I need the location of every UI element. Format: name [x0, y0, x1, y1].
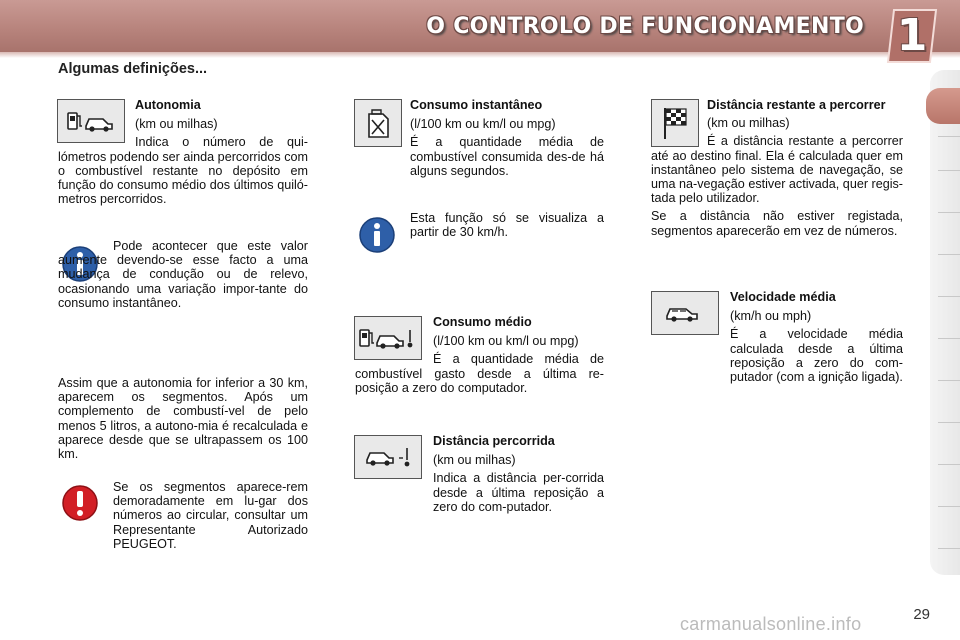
car-speed-icon	[663, 301, 707, 325]
header-band	[0, 0, 960, 52]
tab-divider	[938, 338, 960, 339]
note-autonomia-text: Pode acontecer que este valor aumente devendo-se esse facto a uma mudança de condução ou de relevo, ocasionando uma variação impor-tante do consumo instantâneo.	[58, 239, 308, 310]
header-shadow	[0, 52, 960, 58]
autonomia-text: Indica o número de qui-lómetros podendo ser ainda percorridos com o combustível restante no depósito em função do consumo médio dos últimos quiló-metros percorridos.	[58, 135, 308, 207]
consumo-medio-unit: (l/100 km ou km/l ou mpg)	[433, 334, 579, 349]
tab-divider	[938, 380, 960, 381]
distancia-percorrida-text: Indica a distância per-corrida desde a última reposição a zero do com-putador.	[433, 471, 604, 514]
chapter-badge	[886, 8, 938, 64]
distancia-restante-text-1: É a distância restante a percorrer até ao destino final. Ela é calculada quer em instantâneo pelo sistema de navegação, se uma na-vegação estiver activada, quer regis-tada pelo utilizador.	[651, 134, 904, 206]
distancia-percorrida-title: Distância percorrida	[433, 434, 555, 448]
distancia-restante-block	[651, 98, 903, 242]
tab-divider	[938, 296, 960, 297]
tab-divider	[938, 422, 960, 423]
tab-divider	[938, 136, 960, 137]
warning-block	[113, 480, 308, 555]
consumo-instantaneo-title: Consumo instantâneo	[410, 98, 543, 112]
note-consumo-text: Esta função só se visualiza a partir de 30 km/h.	[410, 211, 604, 240]
distancia-restante-unit: (km ou milhas)	[707, 116, 790, 131]
tab-divider	[938, 170, 960, 171]
distancia-percorrida-icon-box	[354, 435, 422, 479]
note-consumo	[410, 211, 604, 243]
consumo-medio-title: Consumo médio	[433, 315, 532, 329]
section-title: Algumas definições...	[58, 61, 208, 77]
warning-icon	[61, 484, 99, 522]
chapter-number: 1	[896, 10, 928, 61]
distancia-restante-title: Distância restante a percorrer	[707, 98, 886, 112]
autonomia-unit: (km ou milhas)	[135, 117, 218, 132]
info-icon	[358, 216, 396, 254]
segmentos-text-block	[58, 376, 308, 465]
note-autonomia	[58, 239, 308, 314]
velocidade-media-text: É a velocidade média calculada desde a última reposição a zero do com-putador (com a ignição ligada).	[730, 327, 903, 385]
consumo-medio-block	[355, 315, 604, 399]
velocidade-media-title: Velocidade média	[730, 290, 836, 304]
velocidade-media-icon-box	[651, 291, 719, 335]
segmentos-text: Assim que a autonomia for inferior a 30 km, aparecem os segmentos. Após um complemento de combustí-vel de pelo menos 5 litros, a autono-mia é recalculada e aparece desde que se ultrapassem os 100 km.	[58, 376, 308, 462]
tab-divider	[938, 506, 960, 507]
consumo-instantaneo-icon-box	[354, 99, 402, 147]
tab-divider	[938, 548, 960, 549]
tab-divider	[938, 464, 960, 465]
page-number: 29	[913, 606, 930, 623]
consumo-instantaneo-block	[410, 98, 604, 182]
distancia-restante-text-2: Se a distância não estiver registada, segmentos aparecerão em vez de números.	[651, 209, 903, 238]
consumo-medio-text: É a quantidade média de combustível gasto desde a última re-posição a zero do computador.	[355, 352, 604, 395]
page-header-title: O CONTROLO DE FUNCIONAMENTO	[426, 14, 864, 39]
velocidade-media-unit: (km/h ou mph)	[730, 309, 812, 324]
chapter-tab-active[interactable]	[926, 88, 960, 124]
car-distance-icon	[363, 444, 413, 470]
chapter-tabs[interactable]	[930, 70, 960, 575]
distancia-percorrida-block	[433, 434, 604, 518]
tab-divider	[938, 254, 960, 255]
autonomia-block	[58, 98, 308, 210]
watermark: carmanualsonline.info	[680, 614, 862, 634]
velocidade-media-block	[730, 290, 903, 388]
autonomia-title: Autonomia	[135, 98, 201, 112]
distancia-percorrida-unit: (km ou milhas)	[433, 453, 516, 468]
consumo-instantaneo-text: É a quantidade média de combustível consumida des-de há alguns segundos.	[410, 135, 604, 178]
consumo-instantaneo-unit: (l/100 km ou km/l ou mpg)	[410, 117, 556, 132]
fuel-can-icon	[363, 106, 393, 140]
tab-divider	[938, 212, 960, 213]
warning-text: Se os segmentos aparece-rem demoradamente em lu-gar dos números ao circular, consultar um Representante Autorizado PEUGEOT.	[113, 480, 308, 551]
